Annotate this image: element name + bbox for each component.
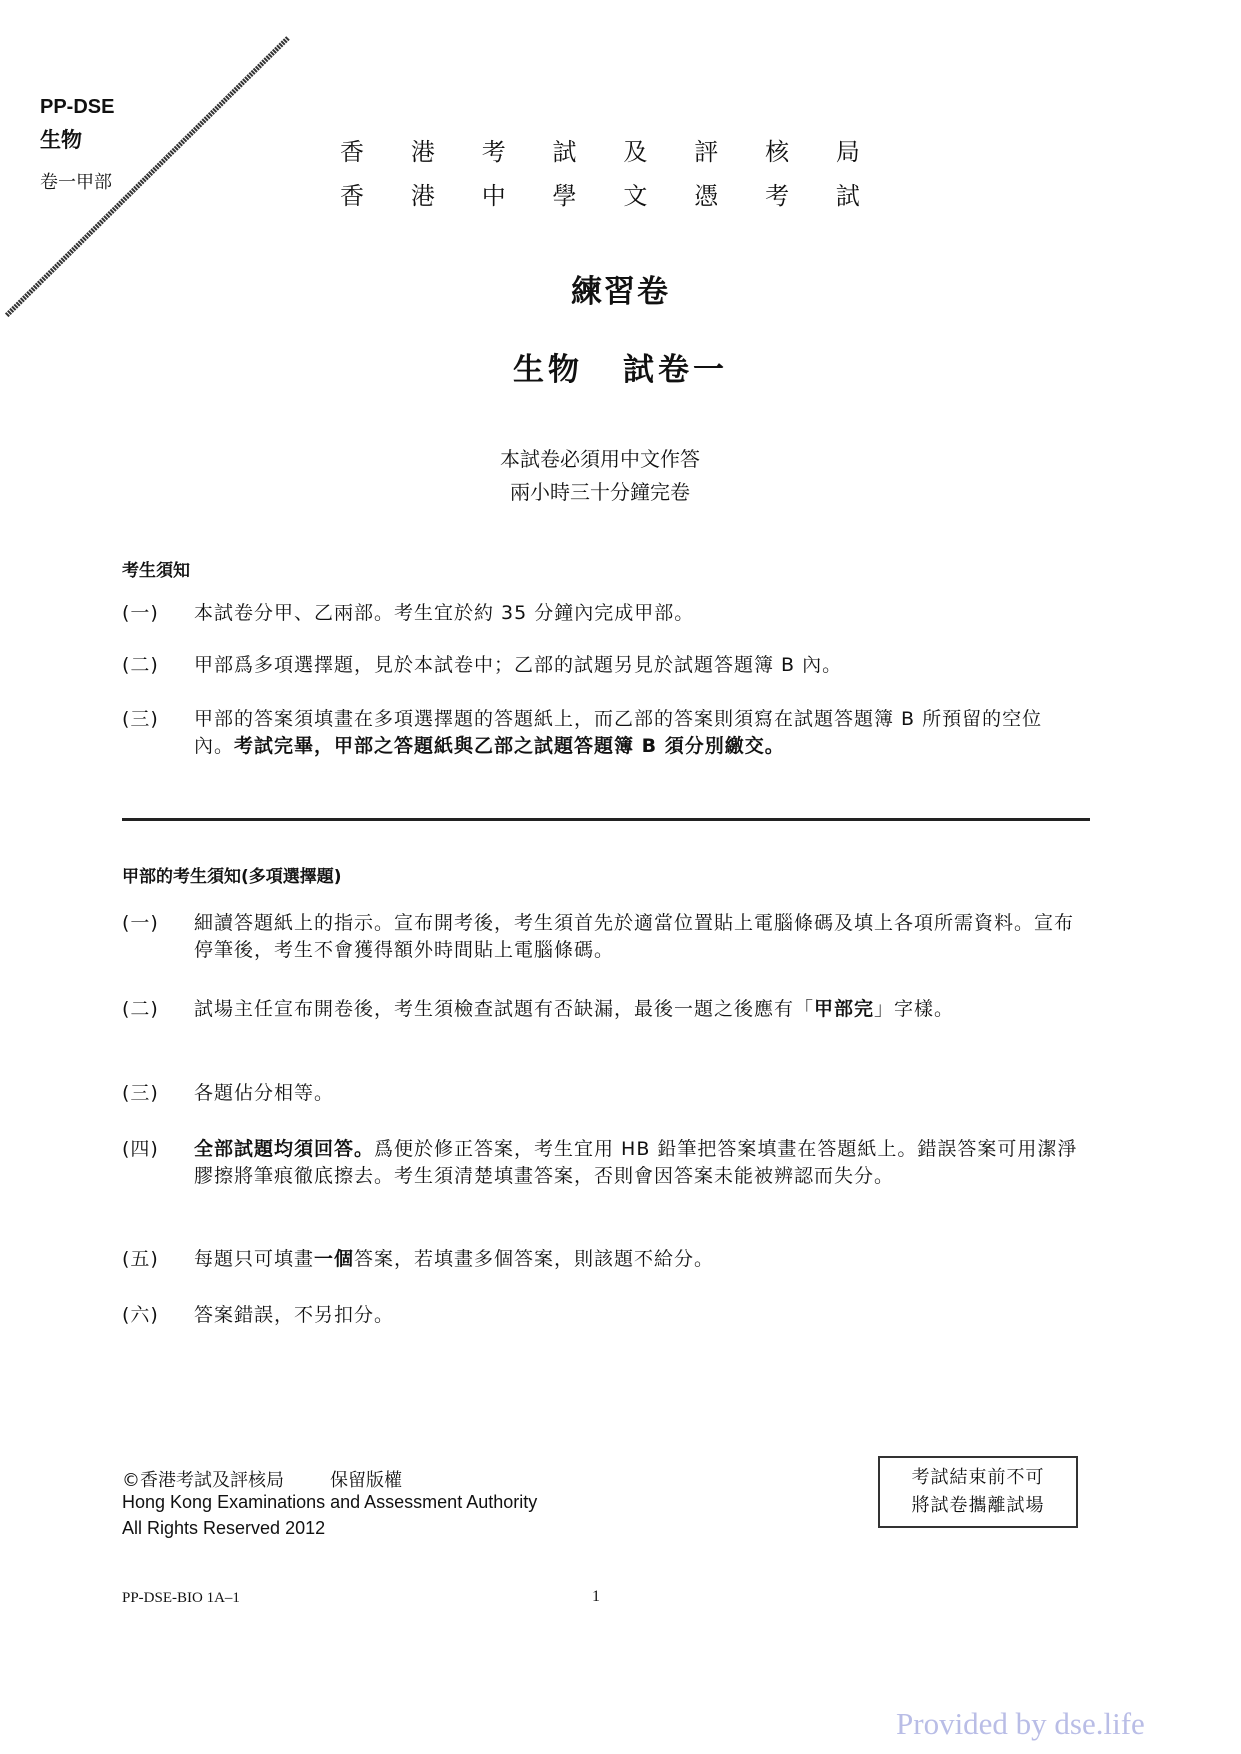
section-a-item: (一) 細讀答題紙上的指示。宣布開考後，考生須首先於適當位置貼上電腦條碼及填上各項所需資料。宣布停筆後，考生不會獲得額外時間貼上電腦條碼。 — [122, 912, 1075, 961]
duration-note: 兩小時三十分鐘完卷 — [510, 480, 690, 504]
section-a-item: (二) 試場主任宣布開卷後，考生須檢查試題有否缺漏，最後一題之後應有「甲部完」字樣。 — [122, 998, 955, 1020]
section-a-item: (四) 全部試題均須回答。爲便於修正答案，考生宜用 HB 鉛筆把答案填畫在答題紙上。錯誤答案可用潔淨膠擦將筆痕徹底擦去。考生須清楚填畫答案，否則會因答案未能被辨認而失分。 — [122, 1138, 1078, 1187]
page-number: 1 — [592, 1588, 600, 1605]
section-divider — [122, 818, 1090, 821]
instructions-heading: 考生須知 — [122, 561, 190, 581]
paper-section: 卷一甲部 — [40, 172, 112, 193]
instruction-item: (一) 本試卷分甲、乙兩部。考生宜於約 35 分鐘內完成甲部。 — [122, 602, 695, 624]
section-a-item: (六) 答案錯誤，不另扣分。 — [122, 1304, 395, 1326]
language-note: 本試卷必須用中文作答 — [500, 447, 700, 471]
copyright-english: Hong Kong Examinations and Assessment Authority — [122, 1492, 538, 1512]
section-a-item: (五) 每題只可填畫一個答案，若填畫多個答案，則該題不給分。 — [122, 1248, 715, 1270]
section-a-heading: 甲部的考生須知(多項選擇題) — [122, 867, 342, 887]
practice-paper-title: 練習卷 — [571, 274, 670, 310]
section-a-item: (三) 各題佔分相等。 — [122, 1082, 335, 1104]
copyright-year: All Rights Reserved 2012 — [122, 1518, 326, 1538]
authority-name: 香 港 考 試 及 評 核 局 — [340, 138, 860, 166]
exam-name: 香 港 中 學 文 憑 考 試 — [340, 182, 860, 210]
subject-paper-title: 生物 試卷一 — [513, 352, 728, 388]
instruction-item: (二) 甲部爲多項選擇題，見於本試卷中；乙部的試題另見於試題答題簿 B 內。 — [122, 654, 843, 676]
footer-paper-code: PP-DSE-BIO 1A–1 — [122, 1590, 240, 1606]
provided-by-watermark: Provided by dse.life — [896, 1706, 1145, 1741]
exam-room-notice-box: 考試結束前不可 將試卷攜離試場 — [878, 1456, 1078, 1528]
paper-subject: 生物 — [40, 128, 82, 152]
paper-code: PP-DSE — [40, 96, 115, 118]
instruction-item: (三) 甲部的答案須填畫在多項選擇題的答題紙上，而乙部的答案則須寫在試題答題簿 B 所預留的空位內。考試完畢，甲部之答題紙與乙部之試題答題簿 B 須分別繳交。 — [122, 708, 1043, 757]
copyright-chinese: ©香港考試及評核局 保留版權 — [122, 1470, 402, 1491]
